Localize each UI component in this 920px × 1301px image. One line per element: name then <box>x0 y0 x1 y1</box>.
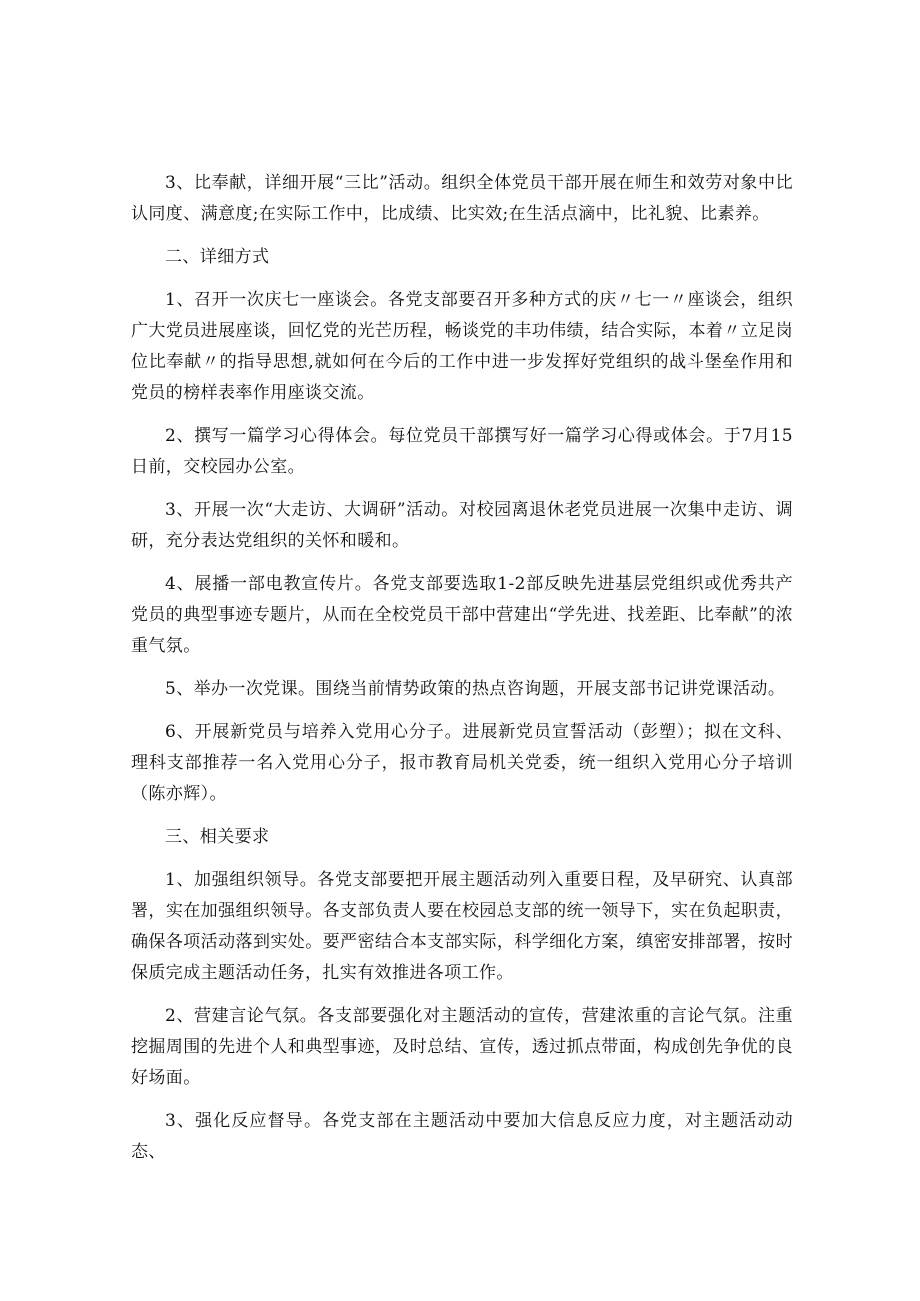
paragraph-promo-film: 4、展播一部电教宣传片。各党支部要选取1-2部反映先进基层党组织或优秀共产党员的典型事迹专题片，从而在全校党员干部中营建出“学先进、找差距、比奉献”的浓重气氛。 <box>131 574 793 656</box>
section-heading-methods: 二、详细方式 <box>165 247 270 267</box>
paragraph-atmosphere: 2、营建言论气氛。各支部要强化对主题活动的宣传，营建浓重的言论气氛。注重挖掘周围的先进个人和典型事迹，及时总结、宣传，透过抓点带面，构成创先争优的良好场面。 <box>131 1006 793 1088</box>
paragraph-party-lecture: 5、举办一次党课。围绕当前情势政策的热点咨询题，开展支部书记讲党课活动。 <box>165 679 786 699</box>
paragraph-study-notes: 2、撰写一篇学习心得体会。每位党员干部撰写好一篇学习心得或体会。于7月15日前，交校园办公室。 <box>131 426 793 477</box>
paragraph-supervision: 3、强化反应督导。各党支部在主题活动中要加大信息反应力度，对主题活动动态、 <box>131 1111 793 1162</box>
paragraph-symposium: 1、召开一次庆七一座谈会。各党支部要召开多种方式的庆〃七一〃座谈会，组织广大党员进展座谈，回忆党的光芒历程，畅谈党的丰功伟绩，结合实际，本着〃立足岗位比奉献〃的指导思想,就如何在今后的工作中进一步发挥好党组织的战斗堡垒作用和党员的榜样表率作用座谈交流。 <box>131 290 793 403</box>
paragraph-leadership: 1、加强组织领导。各党支部要把开展主题活动列入重要日程，及早研究、认真部署，实在加强组织领导。各支部负责人要在校园总支部的统一领导下，实在负起职责，确保各项活动落到实处。要严密结合本支部实际，科学细化方案，缜密安排部署，按时保质完成主题活动任务，扎实有效推进各项工作。 <box>131 870 793 983</box>
section-heading-requirements: 三、相关要求 <box>165 827 270 847</box>
paragraph-new-members: 6、开展新党员与培养入党用心分子。进展新党员宣誓活动（彭塑）；拟在文科、理科支部推荐一名入党用心分子，报市教育局机关党委，统一组织入党用心分子培训（陈亦辉）。 <box>131 722 793 804</box>
paragraph-visit-research: 3、开展一次“大走访、大调研”活动。对校园离退休老党员进展一次集中走访、调研，充分表达党组织的关怀和暖和。 <box>131 500 793 551</box>
paragraph-compare-dedication: 3、比奉献，详细开展“三比”活动。组织全体党员干部开展在师生和效劳对象中比认同度、满意度;在实际工作中，比成绩、比实效;在生活点滴中，比礼貌、比素养。 <box>131 173 793 224</box>
document-body <box>131 168 793 1180</box>
